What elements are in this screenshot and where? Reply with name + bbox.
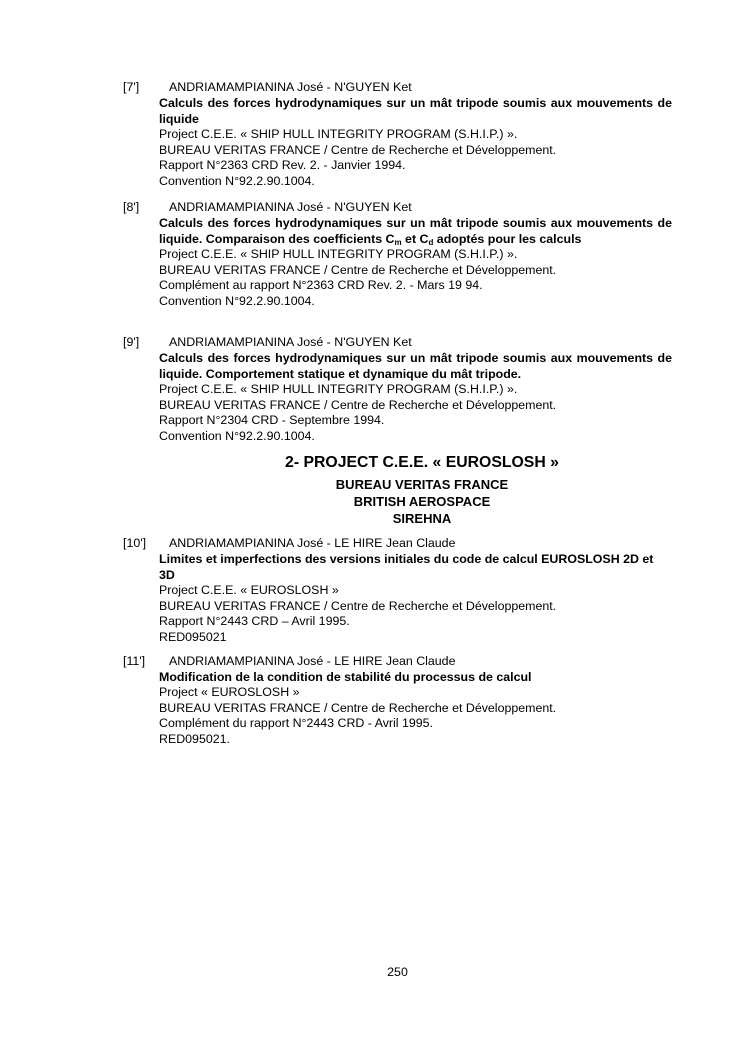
subscript-d: d <box>428 238 434 247</box>
reference-number: [7'] <box>123 80 140 94</box>
reference-project: Project C.E.E. « SHIP HULL INTEGRITY PROGRAM (S.H.I.P.) ». <box>159 382 518 396</box>
reference-institution: BUREAU VERITAS FRANCE / Centre de Recherche et Développement. <box>159 397 557 412</box>
reference-project: Project C.E.E. « SHIP HULL INTEGRITY PROGRAM (S.H.I.P.) ». <box>159 127 518 141</box>
reference-authors: ANDRIAMAMPIANINA José - N'GUYEN Ket <box>169 80 412 94</box>
reference-convention: Convention N°92.2.90.1004. <box>159 173 315 188</box>
reference-report: Complément au rapport N°2363 CRD Rev. 2. - Mars 19 94. <box>159 278 483 293</box>
reference-report: Rapport N°2304 CRD - Septembre 1994. <box>159 413 385 428</box>
reference-project: Project C.E.E. « EUROSLOSH » <box>159 583 339 597</box>
reference-title: Calculs des forces hydrodynamiques sur un mât tripode soumis aux mouvements de liquide. Comparaison des coefficients $C_m$ et $C_d$ adoptés pour les calculs <box>159 216 672 247</box>
section-heading: 2- PROJECT C.E.E. « EUROSLOSH » <box>285 454 559 471</box>
reference-project: Project C.E.E. « SHIP HULL INTEGRITY PROGRAM (S.H.I.P.) ». <box>159 247 518 261</box>
reference-institution: BUREAU VERITAS FRANCE / Centre de Recherche et Développement. <box>159 142 557 157</box>
reference-code: RED095021. <box>159 731 230 746</box>
reference-title: Limites et imperfections des versions initiales du code de calcul EUROSLOSH 2D et 3D <box>159 552 654 582</box>
reference-report: Rapport N°2363 CRD Rev. 2. - Janvier 1994. <box>159 158 406 173</box>
reference-number: [8'] <box>123 200 140 214</box>
partner-name: BRITISH AEROSPACE <box>353 494 491 509</box>
reference-authors: ANDRIAMAMPIANINA José - N'GUYEN Ket <box>169 335 412 349</box>
partner-name: SIREHNA <box>392 511 452 526</box>
reference-institution: BUREAU VERITAS FRANCE / Centre de Recherche et Développement. <box>159 598 557 613</box>
reference-convention: Convention N°92.2.90.1004. <box>159 428 315 443</box>
reference-institution: BUREAU VERITAS FRANCE / Centre de Recherche et Développement. <box>159 700 557 715</box>
reference-institution: BUREAU VERITAS FRANCE / Centre de Recherche et Développement. <box>159 262 557 277</box>
partner-name: BUREAU VERITAS FRANCE <box>335 477 509 492</box>
reference-code: RED095021 <box>159 629 227 644</box>
reference-title: Calculs des forces hydrodynamiques sur un mât tripode soumis aux mouvements de liquide. Comportement statique et dynamique du mât tripode. <box>159 351 672 381</box>
reference-report: Rapport N°2443 CRD – Avril 1995. <box>159 614 350 629</box>
reference-project: Project « EUROSLOSH » <box>159 685 300 699</box>
reference-report: Complément du rapport N°2443 CRD - Avril 1995. <box>159 716 434 731</box>
reference-authors: ANDRIAMAMPIANINA José - LE HIRE Jean Claude <box>169 536 456 550</box>
reference-title: Modification de la condition de stabilité du processus de calcul <box>159 670 532 684</box>
reference-number: [11'] <box>123 654 146 668</box>
subscript-m: m <box>394 238 402 247</box>
reference-convention: Convention N°92.2.90.1004. <box>159 293 315 308</box>
page-number: 250 <box>387 965 408 979</box>
reference-authors: ANDRIAMAMPIANINA José - N'GUYEN Ket <box>169 200 412 214</box>
reference-authors: ANDRIAMAMPIANINA José - LE HIRE Jean Claude <box>169 654 456 668</box>
reference-title: Calculs des forces hydrodynamiques sur un mât tripode soumis aux mouvements de liquide <box>159 96 672 126</box>
reference-number: [9'] <box>123 335 140 349</box>
reference-number: [10'] <box>123 536 147 550</box>
